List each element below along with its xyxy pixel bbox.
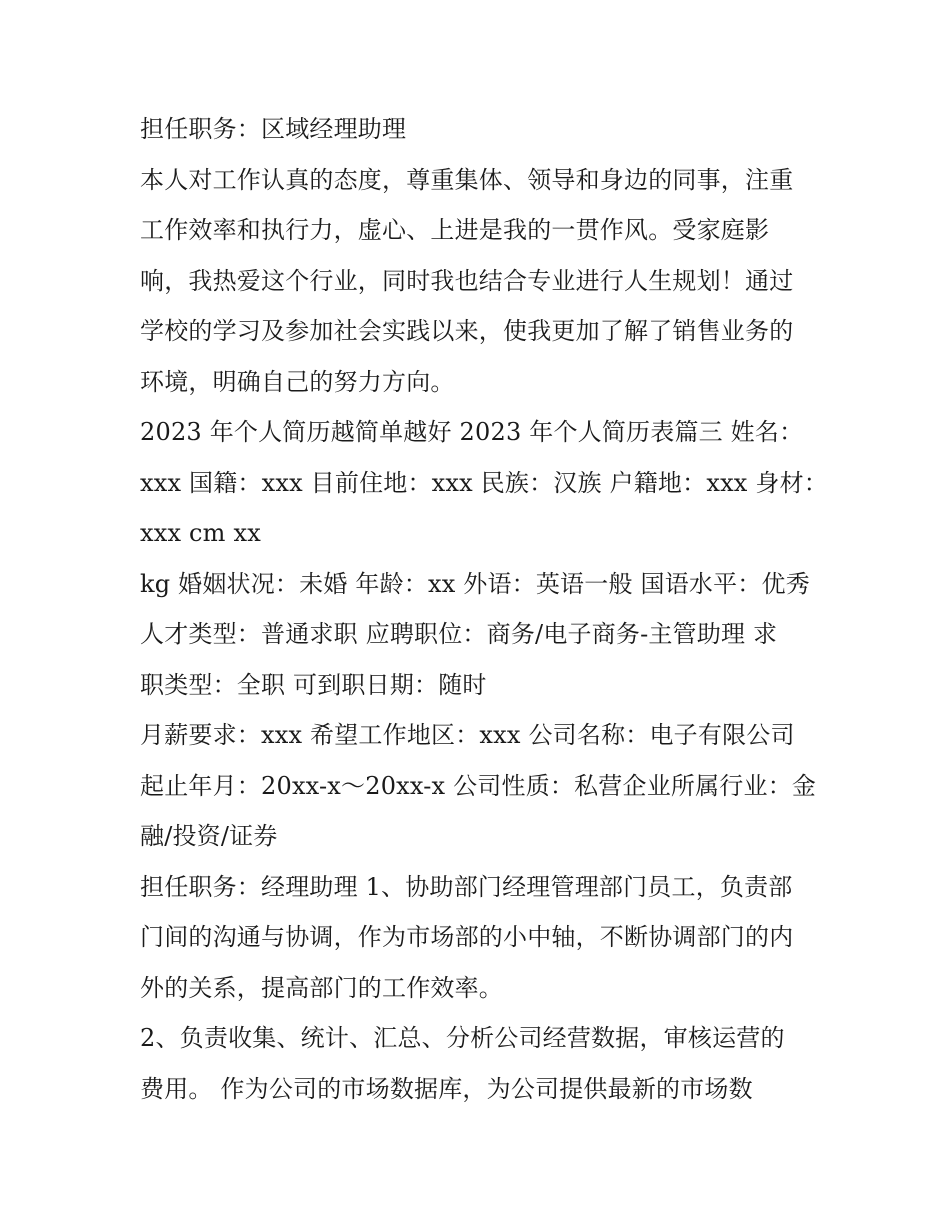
text-line: 学校的学习及参加社会实践以来，使我更加了解了销售业务的: [140, 317, 794, 345]
text-line: 融/投资/证券: [140, 822, 278, 850]
text-line: 起止年月：20xx-x～20xx-x 公司性质：私营企业所属行业：金: [140, 771, 817, 800]
text-line: 2、负责收集、统计、汇总、分析公司经营数据，审核运营的: [140, 1024, 785, 1052]
text-line: 门间的沟通与协调，作为市场部的小中轴，不断协调部门的内: [140, 923, 794, 951]
text-line: 工作效率和执行力，虚心、上进是我的一贯作风。受家庭影: [140, 216, 770, 244]
text-line: 担任职务：经理助理 1、协助部门经理管理部门员工，负责部: [140, 872, 793, 901]
text-line: 职类型：全职 可到职日期：随时: [140, 670, 487, 699]
text-line: xxx 国籍：xxx 目前住地：xxx 民族：汉族 户籍地：xxx 身材：: [140, 468, 828, 497]
text-line: 人才类型：普通求职 应聘职位：商务/电子商务-主管助理 求: [140, 620, 778, 648]
text-line: xxx cm xx: [140, 519, 261, 547]
document-body: [140, 104, 828, 1114]
text-line: 担任职务：区域经理助理: [140, 115, 407, 143]
text-line: 本人对工作认真的态度，尊重集体、领导和身边的同事，注重: [140, 165, 794, 194]
text-line: 月薪要求：xxx 希望工作地区：xxx 公司名称：电子有限公司: [140, 721, 795, 749]
text-line: 费用。 作为公司的市场数据库，为公司提供最新的市场数: [140, 1074, 753, 1103]
text-line: kg 婚姻状况：未婚 年龄：xx 外语：英语一般 国语水平：优秀: [140, 569, 810, 598]
text-line: 2023 年个人简历越简单越好 2023 年个人简历表篇三 姓名：: [140, 418, 804, 446]
text-line: 环境，明确自己的努力方向。: [140, 367, 455, 396]
text-line: 外的关系，提高部门的工作效率。: [140, 973, 503, 1002]
text-line: 响，我热爱这个行业，同时我也结合专业进行人生规划！通过: [140, 266, 794, 295]
